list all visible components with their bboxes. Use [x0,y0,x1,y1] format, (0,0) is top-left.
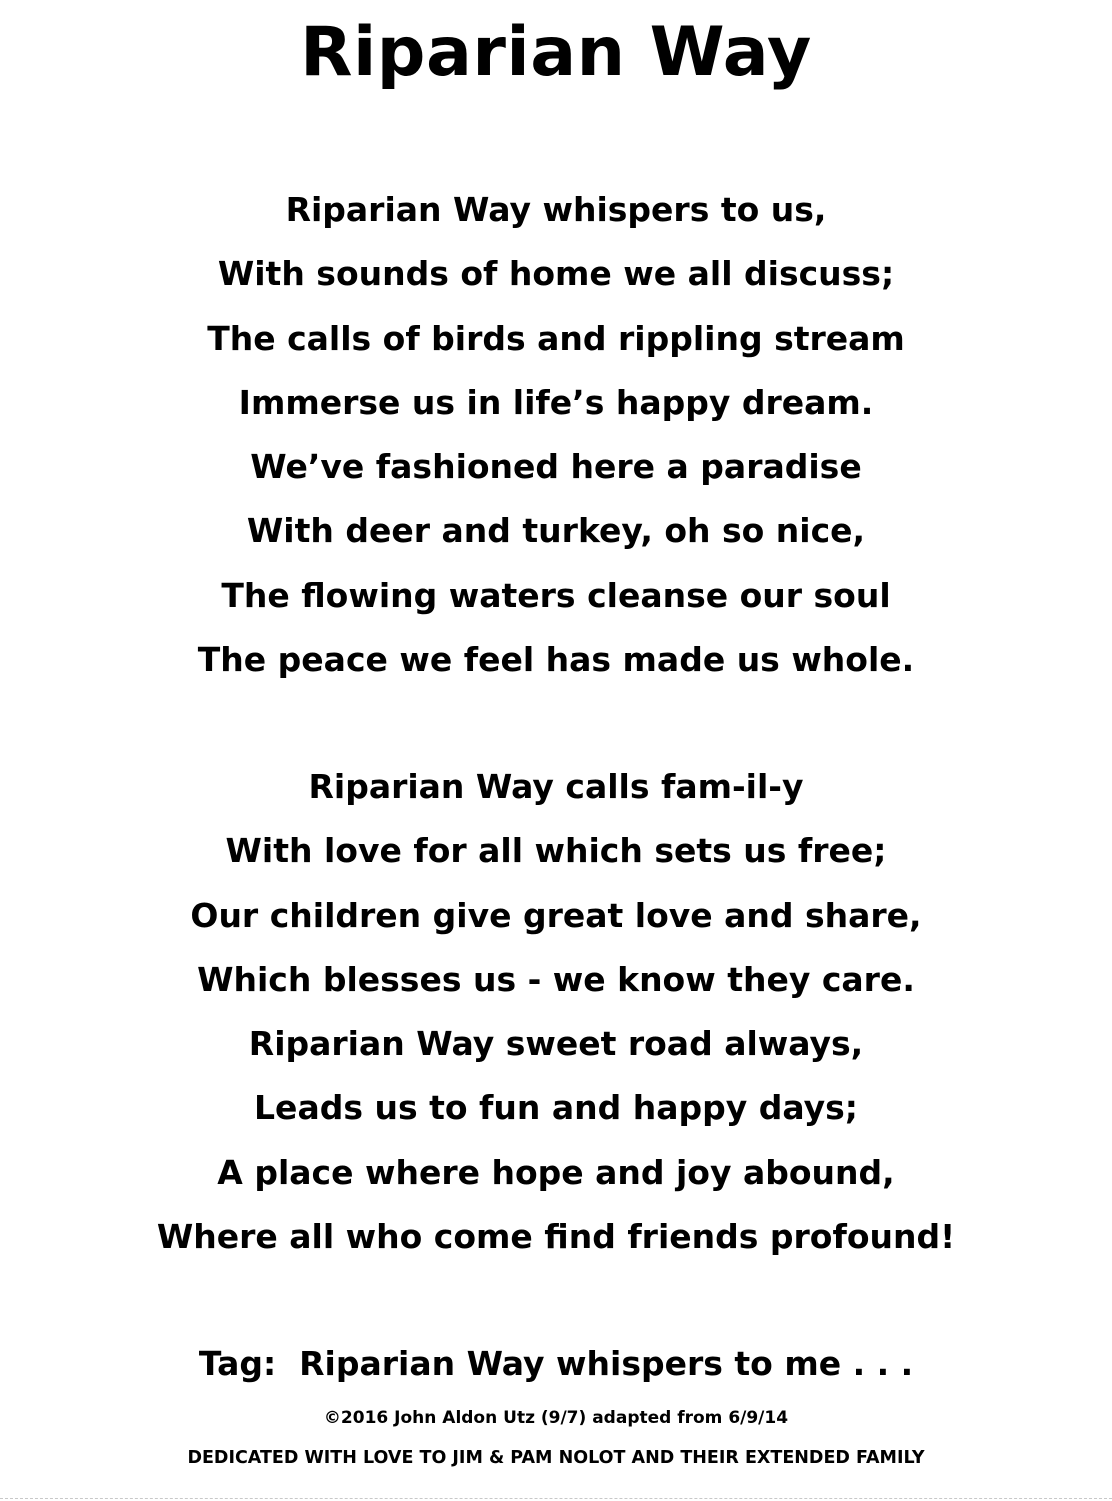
poem-line: The calls of birds and rippling stream [207,318,905,358]
poem-line: With sounds of home we all discuss; [217,254,895,294]
poem-tag-line: Tag: Riparian Way whispers to me . . . [198,1344,914,1383]
poem-line: A place where hope and joy abound, [217,1152,895,1192]
poem-line: Riparian Way calls fam-il-y [308,767,804,806]
poem-line: The peace we feel has made us whole. [197,640,915,680]
poem-line: With deer and turkey, oh so nice, [246,511,866,551]
poem-line: Our children give great love and share, [190,895,922,935]
poem-line: Where all who come find friends profound! [156,1217,956,1257]
poem-line: With love for all which sets us free; [225,831,887,871]
poem-line: Which blesses us - we know they care. [197,959,915,999]
poem-line: Riparian Way whispers to us, [285,190,827,229]
poem-line: Immerse us in life’s happy dream. [238,382,874,422]
page-bottom-divider [0,1498,1112,1499]
poem-line: We’ve fashioned here a paradise [250,447,862,487]
dedication-line: DEDICATED WITH LOVE TO JIM & PAM NOLOT AND THEIR EXTENDED FAMILY [187,1448,925,1468]
stanza-2 [0,755,1112,1269]
poem-line: Riparian Way sweet road always, [248,1024,864,1064]
copyright-notice: ©2016 John Aldon Utz (9/7) adapted from 6/9/14 [323,1408,789,1428]
poem-line: The flowing waters cleanse our soul [221,575,891,615]
stanza-1 [0,178,1112,692]
poem-line: Leads us to fun and happy days; [254,1088,858,1128]
poem-title: Riparian Way [300,13,812,92]
